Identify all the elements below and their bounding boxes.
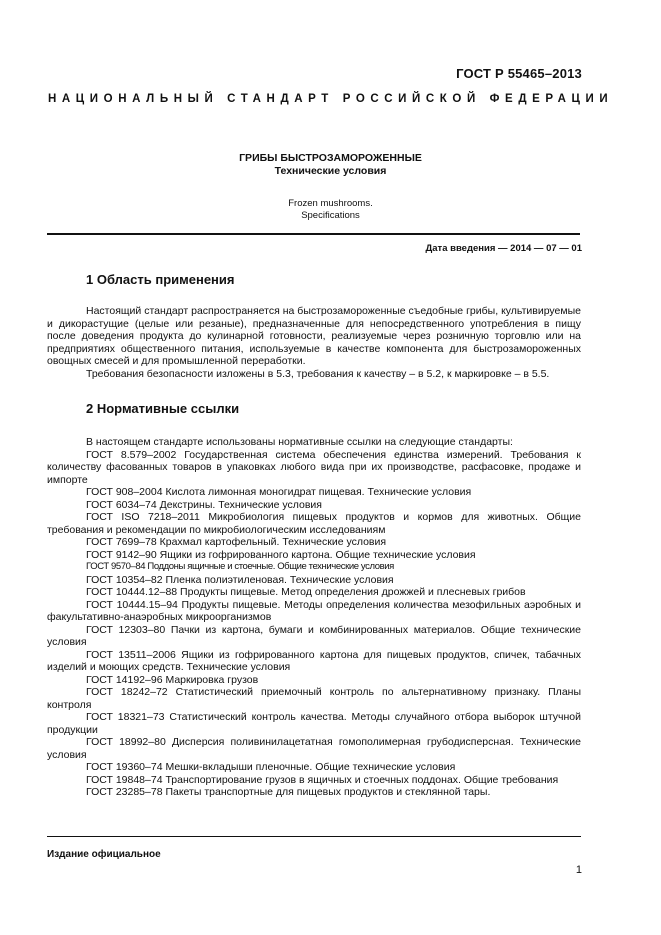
section-2-heading: 2 Нормативные ссылки: [86, 401, 240, 416]
references-intro: В настоящем стандарте использованы нормативные ссылки на следующие стандарты:: [86, 436, 513, 448]
document-title-ru: [0, 152, 661, 178]
reference-item: ГОСТ 10444.12–88 Продукты пищевые. Метод определения дрожжей и плесневых грибов: [86, 586, 526, 598]
document-title-en: [0, 198, 661, 222]
title-en-subtitle: Specifications: [301, 210, 360, 221]
reference-item: ГОСТ 12303–80 Пачки из картона, бумаги и комбинированных материалов. Общие технические условия: [47, 623, 581, 648]
title-en-main: Frozen mushrooms.: [288, 198, 373, 209]
section-1-paragraph: Настоящий стандарт распространяется на быстрозамороженные съедобные грибы, культивируемые и дикорастущие (целые или резаные), предназначенные для непосредственного употребления в пищу после доведения продукта до кулинарной готовности, реализуемые через розничную торговлю или на предприятиях общественного питания, используемые в качестве компонента для быстрозамороженных овощных смесей и для промышленной переработки.: [47, 305, 581, 367]
national-standard-banner: НАЦИОНАЛЬНЫЙ СТАНДАРТ РОССИЙСКОЙ ФЕДЕРАЦИИ: [48, 93, 614, 105]
title-divider: [47, 233, 580, 235]
reference-item: ГОСТ 10444.15–94 Продукты пищевые. Методы определения количества мезофильных аэробных и факультативно-анаэробных микроорганизмов: [47, 598, 581, 623]
title-subtitle: Технические условия: [274, 165, 387, 177]
section-1-body: [47, 305, 581, 380]
introduction-date: Дата введения — 2014 — 07 — 01: [425, 243, 582, 254]
section-1-paragraph: Требования безопасности изложены в 5.3, требования к качеству – в 5.2, к маркировке – в 5.5.: [86, 367, 550, 380]
reference-item: ГОСТ 9570–84 Поддоны ящичные и стоечные. Общие технические условия: [86, 561, 394, 572]
page-number: 1: [575, 864, 582, 876]
reference-item: ГОСТ 6034–74 Декстрины. Технические условия: [86, 498, 322, 511]
reference-item: ГОСТ 9142–90 Ящики из гофрированного картона. Общие технические условия: [86, 548, 476, 561]
reference-item: ГОСТ 19360–74 Мешки-вкладыши пленочные. Общие технические условия: [86, 761, 456, 773]
title-main: ГРИБЫ БЫСТРОЗАМОРОЖЕННЫЕ: [239, 152, 422, 164]
reference-item: ГОСТ 18992–80 Дисперсия поливинилацетатная гомополимерная грубодисперсная. Технические условия: [47, 736, 581, 761]
reference-item: ГОСТ 10354–82 Пленка полиэтиленовая. Технические условия: [86, 573, 394, 586]
edition-label: Издание официальное: [47, 849, 161, 860]
section-2-body: [47, 436, 581, 799]
reference-item: ГОСТ 7699–78 Крахмал картофельный. Технические условия: [86, 536, 387, 548]
reference-item: ГОСТ 23285–78 Пакеты транспортные для пищевых продуктов и стеклянной тары.: [86, 786, 491, 798]
section-1-heading: 1 Область применения: [86, 272, 235, 287]
reference-item: ГОСТ ISO 7218–2011 Микробиология пищевых продуктов и кормов для животных. Общие требования и рекомендации по микробиологическим исследованиям: [47, 511, 581, 536]
footer-divider: [47, 836, 581, 837]
gost-number: ГОСТ Р 55465–2013: [456, 66, 582, 81]
reference-item: ГОСТ 14192–96 Маркировка грузов: [86, 673, 259, 686]
reference-item: ГОСТ 18242–72 Статистический приемочный контроль по альтернативному признаку. Планы контроля: [47, 686, 581, 711]
reference-item: ГОСТ 8.579–2002 Государственная система обеспечения единства измерений. Требования к количеству фасованных товаров в упаковках любого вида при их производстве, расфасовке, продаже и импорте: [47, 448, 581, 486]
reference-item: ГОСТ 19848–74 Транспортирование грузов в ящичных и стоечных поддонах. Общие требования: [86, 773, 559, 786]
reference-item: ГОСТ 908–2004 Кислота лимонная моногидрат пищевая. Технические условия: [86, 486, 472, 498]
reference-item: ГОСТ 13511–2006 Ящики из гофрированного картона для пищевых продуктов, спичек, табачных изделий и моющих средств. Технические условия: [47, 648, 581, 673]
reference-item: ГОСТ 18321–73 Статистический контроль качества. Методы случайного отбора выборок штучной продукции: [47, 711, 581, 736]
